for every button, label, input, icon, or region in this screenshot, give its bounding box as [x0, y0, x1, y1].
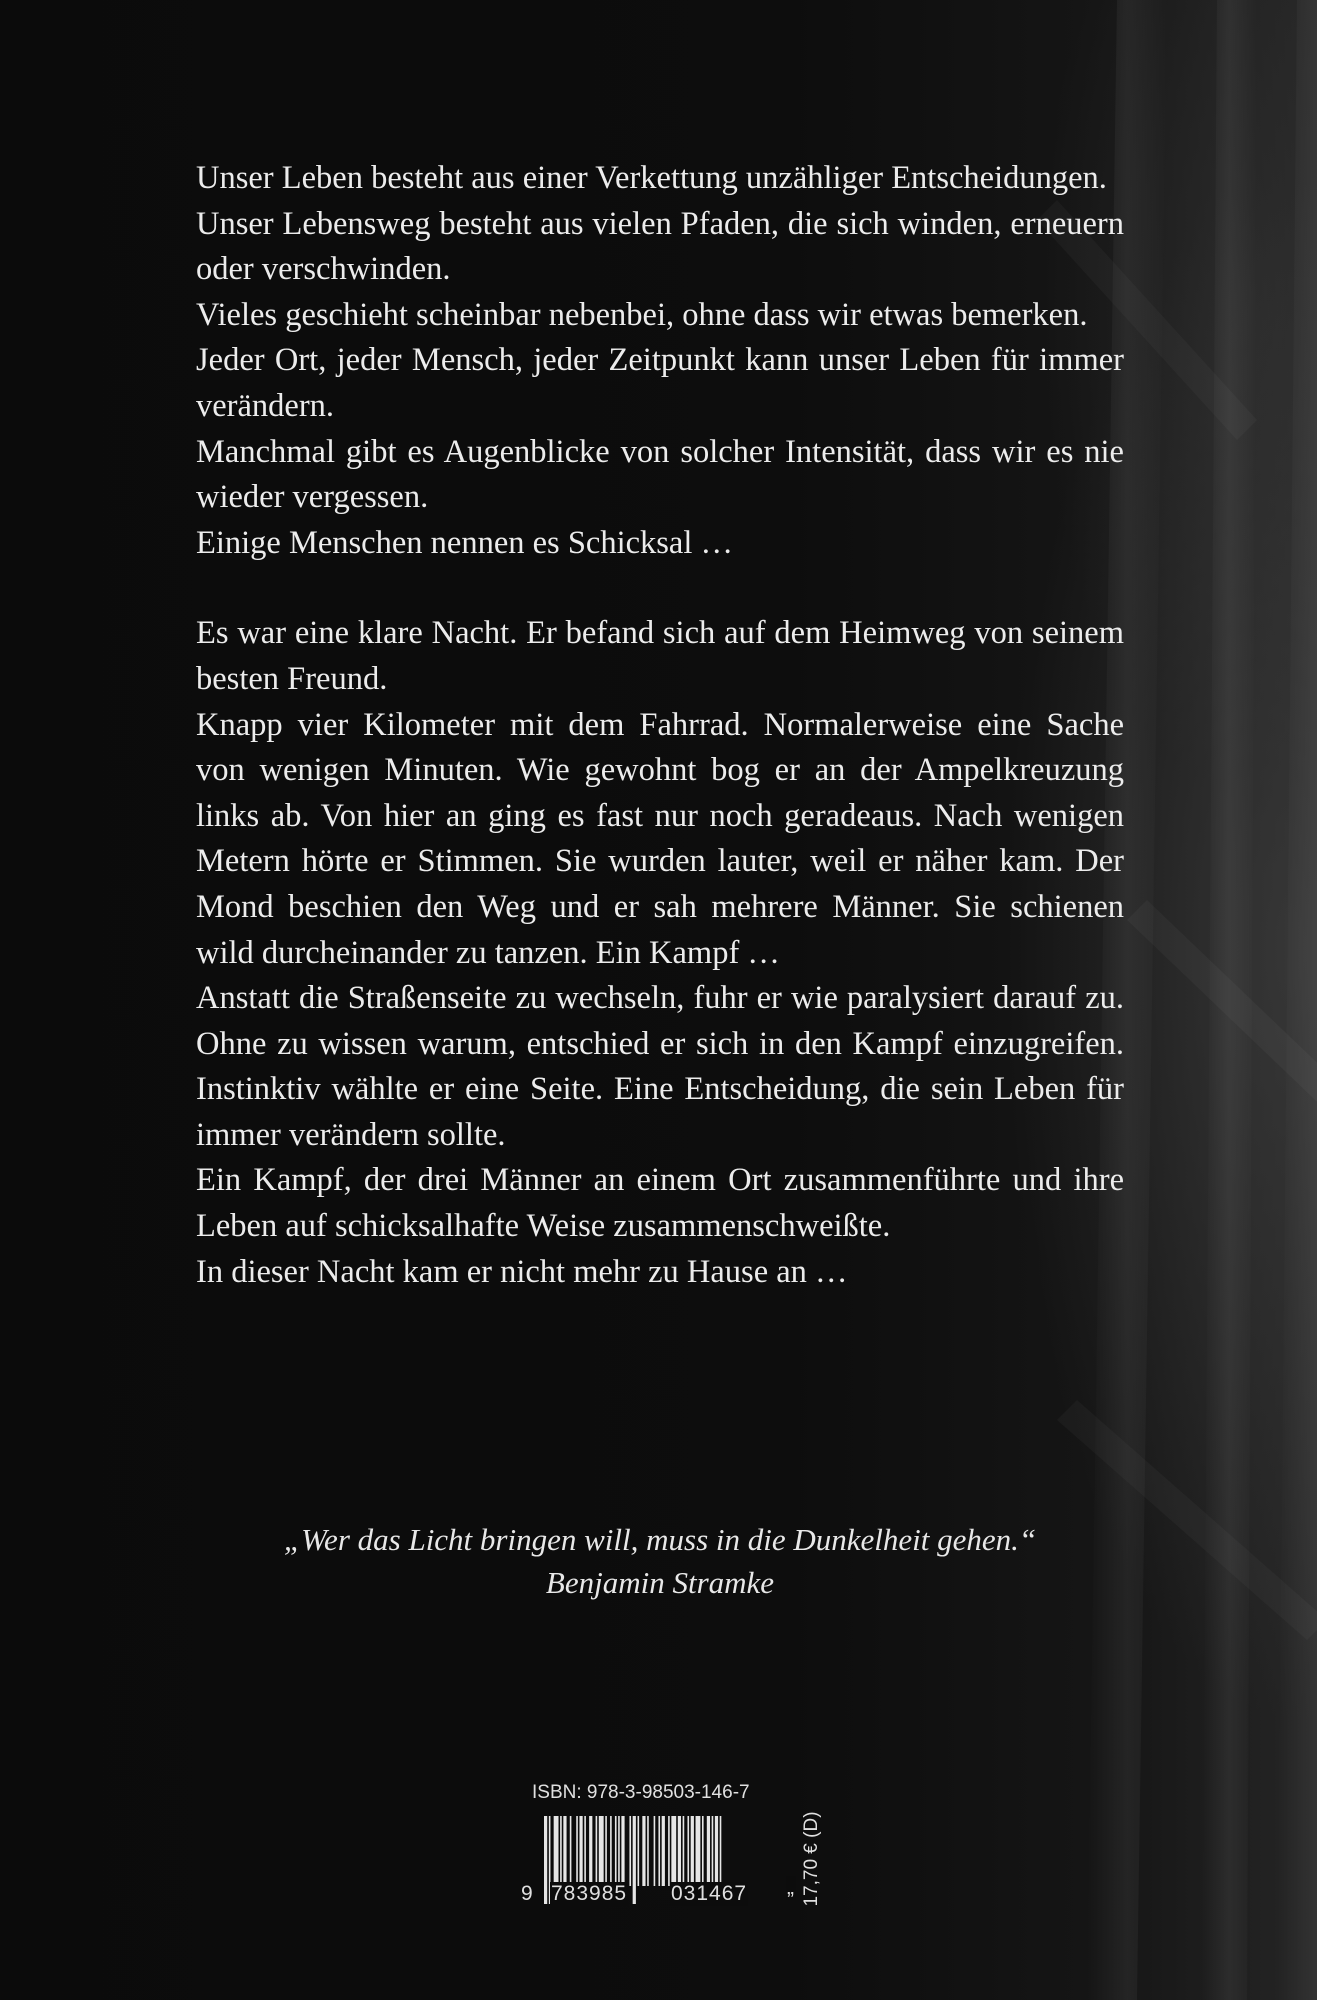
barcode-bar: [715, 1816, 718, 1886]
barcode-bar: [671, 1816, 676, 1886]
barcode-bar: [702, 1816, 704, 1886]
barcode-bar: [642, 1816, 645, 1886]
barcode-bar: [610, 1816, 612, 1886]
barcode-bar: [618, 1816, 620, 1886]
barcode-bar: [570, 1816, 572, 1886]
intro-line: Manchmal gibt es Augenblicke von solcher Intensität, dass wir es nie wieder vergessen.: [196, 433, 1124, 516]
barcode-bar: [707, 1816, 710, 1886]
isbn-label: ISBN: 978-3-98503-146-7: [532, 1782, 750, 1803]
barcode-bar: [544, 1816, 547, 1904]
story-paragraph: Anstatt die Straßenseite zu wechseln, fuhr er wie paralysiert darauf zu. Ohne zu wissen warum, entschied er sich in den Kampf einzugreifen. Instinktiv wählte er eine Seite. Eine Entscheidung, die sein Leben für immer verändern sollte.: [196, 980, 1124, 1153]
barcode-bar: [605, 1816, 607, 1886]
barcode-bar: [678, 1816, 681, 1886]
barcode-bar: [576, 1816, 578, 1886]
quote-author: Benjamin Stramke: [545, 1565, 775, 1600]
story-paragraph: In dieser Nacht kam er nicht mehr zu Hause an …: [196, 1253, 848, 1290]
quote-text: „Wer das Licht bringen will, muss in die Dunkelheit gehen.“: [283, 1522, 1037, 1557]
barcode-bar: [691, 1816, 694, 1886]
barcode-bar: [658, 1816, 660, 1886]
barcode-bar: [638, 1816, 640, 1886]
barcode-bar: [579, 1816, 582, 1886]
barcode-bar: [560, 1816, 562, 1886]
barcode-bar: [647, 1816, 649, 1886]
barcode-bar: [589, 1816, 592, 1886]
intro-line: Unser Lebensweg besteht aus vielen Pfaden, die sich winden, erneuern oder verschwinden.: [196, 205, 1124, 288]
barcode-lead-digit: 9: [521, 1882, 534, 1905]
barcode-bar: [615, 1816, 617, 1886]
quote-block: [196, 1518, 1124, 1604]
intro-line: Einige Menschen nennen es Schicksal …: [196, 524, 734, 561]
barcode-bar: [563, 1816, 566, 1886]
story-paragraph: Es war eine klare Nacht. Er befand sich auf dem Heimweg von seinem besten Freund.: [196, 615, 1124, 697]
intro-line: Vieles geschieht scheinbar nebenbei, ohne dass wir etwas bemerken.: [196, 296, 1088, 333]
barcode-bar: [554, 1816, 559, 1886]
intro-line: Unser Leben besteht aus einer Verkettung unzähliger Entscheidungen.: [196, 160, 1107, 196]
barcode-bar: [654, 1816, 656, 1886]
paragraph-gap: [196, 566, 1124, 611]
price-label: [802, 1812, 822, 1908]
story-paragraph: Ein Kampf, der drei Männer an einem Ort zusammenführte und ihre Leben auf schicksalhafte Weise zusammenschweißte.: [196, 1162, 1124, 1245]
story-paragraph: Knapp vier Kilometer mit dem Fahrrad. Normalerweise eine Sache von wenigen Minuten. Wie gewohnt bog er an der Ampelkreuzung links ab. Von hier an ging es fast nur noch geradeaus. Nach wenigen Metern hörte er Stimmen. Sie wurden lauter, weil er näher kam. Der Mond beschien den Weg und er sah mehrere Männer. Sie schienen wild durcheinander zu tanzen. Ein Kampf …: [196, 706, 1124, 971]
barcode-end-mark: „: [787, 1876, 795, 1899]
barcode-bar: [633, 1816, 636, 1904]
price-text: 17,70 € (D): [801, 1811, 822, 1907]
barcode-bar: [683, 1816, 685, 1886]
barcode-left-digits: 783985: [551, 1882, 628, 1905]
isbn-barcode-area: [520, 1778, 820, 1918]
intro-line: Jeder Ort, jeder Mensch, jeder Zeitpunkt kann unser Leben für immer verändern.: [196, 342, 1124, 424]
barcode-right-digits: 031467: [671, 1882, 748, 1905]
barcode-bar: [696, 1816, 701, 1886]
barcode-bar: [599, 1816, 604, 1886]
blurb-text: [196, 156, 1124, 1295]
barcode-bar: [596, 1816, 598, 1886]
barcode-bar: [668, 1816, 670, 1886]
barcode-bar: [712, 1816, 714, 1886]
barcode-bar: [662, 1816, 665, 1886]
barcode-bar: [687, 1816, 689, 1886]
barcode-bar: [584, 1816, 586, 1886]
barcode-bar: [629, 1816, 631, 1886]
barcode-bar: [621, 1816, 624, 1886]
